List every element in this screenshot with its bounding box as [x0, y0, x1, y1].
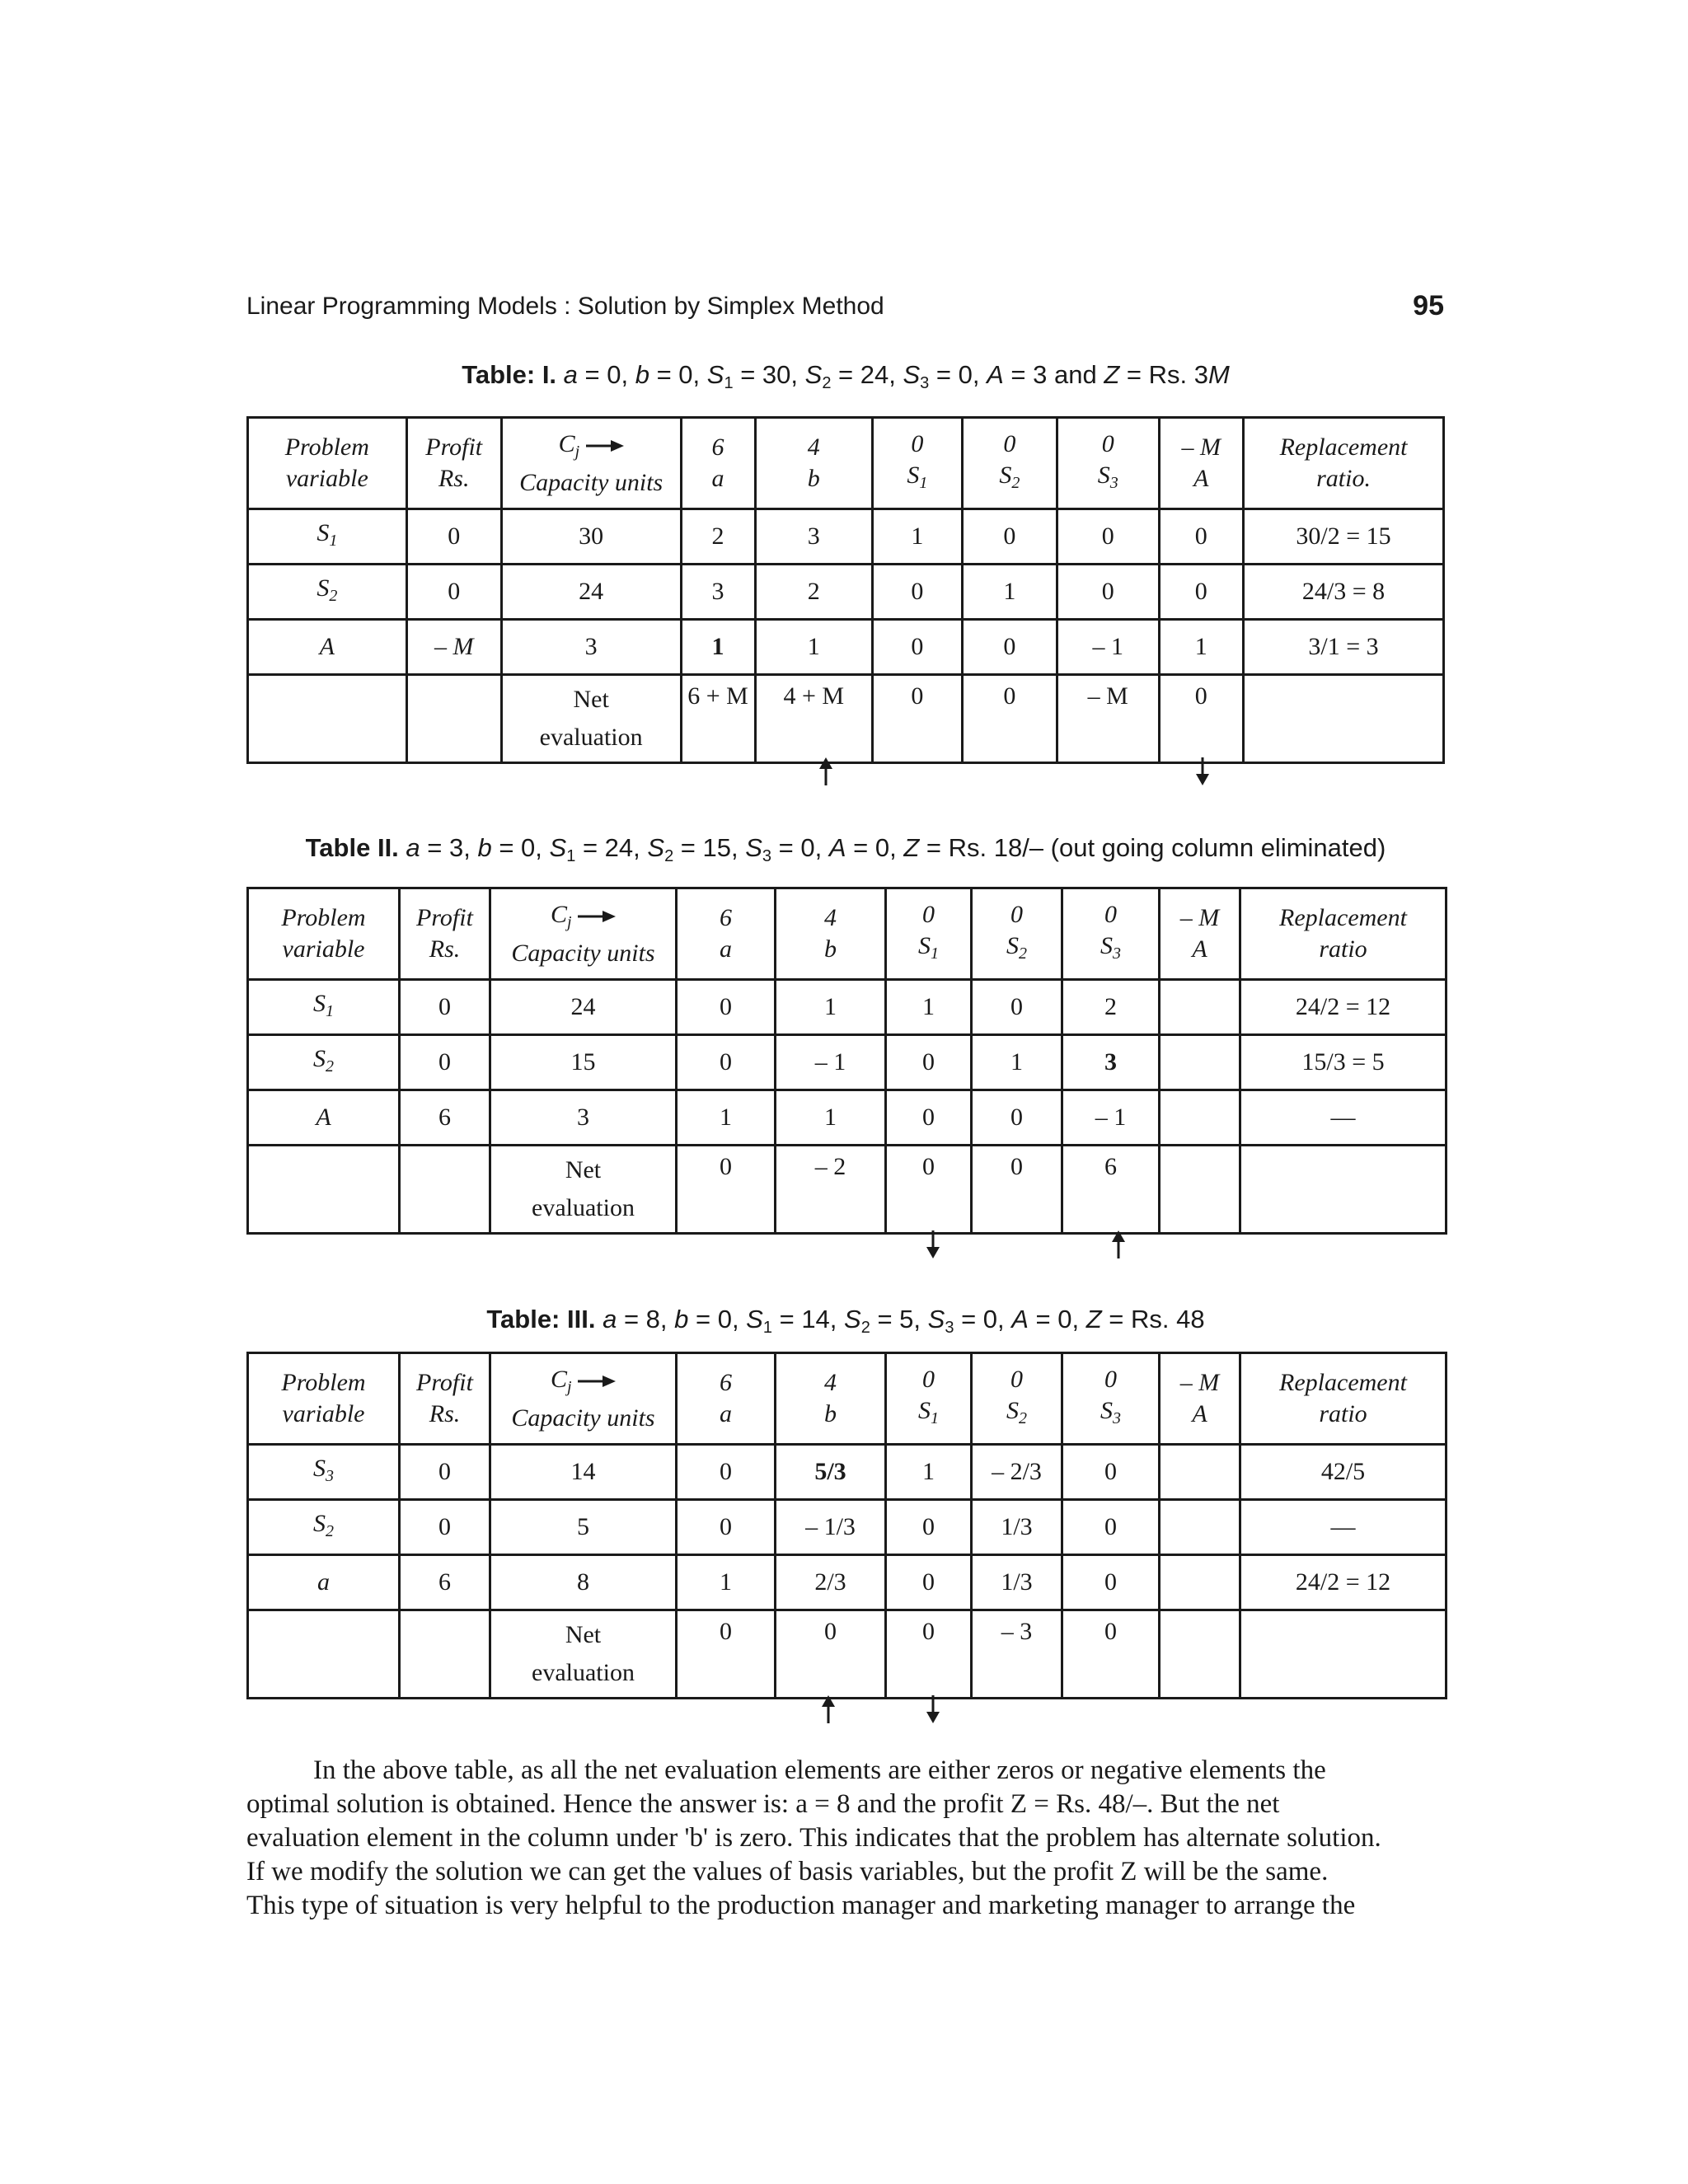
table-cell: 0	[872, 675, 962, 763]
problem-variable-header: Problem variable	[248, 1353, 400, 1445]
table-row	[248, 1090, 1447, 1146]
table-cell: 0	[886, 1035, 972, 1090]
problem-variable-header: Problem variable	[248, 888, 400, 980]
table-cell: 0	[1057, 509, 1159, 565]
table-cell: 5	[490, 1500, 677, 1555]
table-cell: 0	[962, 620, 1057, 675]
table-cell: 0	[677, 1445, 776, 1500]
running-header: Linear Programming Models : Solution by Simplex Method	[246, 293, 884, 320]
table-cell: 0	[677, 1500, 776, 1555]
table-cell	[1160, 1500, 1240, 1555]
table-cell: —	[1240, 1090, 1447, 1146]
table-cell	[1240, 1146, 1447, 1234]
table-cell: 2/3	[776, 1555, 886, 1610]
table-cell	[248, 1610, 400, 1699]
table-cell	[248, 1146, 400, 1234]
table-cell: 2	[755, 565, 872, 620]
table-cell: Net evaluation	[501, 675, 681, 763]
table-cell: 0	[886, 1500, 972, 1555]
table-cell	[406, 675, 501, 763]
table-cell: 1	[872, 509, 962, 565]
table-cell	[1160, 1555, 1240, 1610]
table-cell: 6	[1062, 1146, 1160, 1234]
caption-text: a = 3, b = 0, $S_1 = 24$, $S_2 = 15$, $S_3 = 0$, A = 0, Z = Rs. 18/– (out going column eliminated)	[406, 833, 1386, 865]
table-cell: 6	[400, 1090, 490, 1146]
table-cell	[1160, 1445, 1240, 1500]
table-cell: 0	[872, 620, 962, 675]
table-cell: 0	[400, 1035, 490, 1090]
problem-variable-header: Problem variable	[248, 418, 407, 509]
column-b-header: 4 b	[776, 888, 886, 980]
table-cell: 0	[400, 980, 490, 1035]
table-cell: 42/5	[1240, 1445, 1447, 1500]
table-cell: 0	[1159, 565, 1244, 620]
column-artificial-header: – M A	[1160, 1353, 1240, 1445]
table-cell: $S_1$	[248, 980, 400, 1035]
key-element: 1	[681, 620, 755, 675]
table-cell: 0	[677, 980, 776, 1035]
table-cell: 14	[490, 1445, 677, 1500]
outgoing-column-down-arrow-icon	[925, 1230, 941, 1258]
right-arrow-icon	[578, 1376, 616, 1387]
table-cell: 0	[1062, 1610, 1160, 1699]
column-s1-header: 0 $S_1$	[886, 1353, 972, 1445]
capacity-header: $C_j$ Capacity units	[501, 418, 681, 509]
column-s3-header: 0 $S_3$	[1057, 418, 1159, 509]
table-cell: 6 + M	[681, 675, 755, 763]
table-cell: 0	[776, 1610, 886, 1699]
table-cell: 3	[755, 509, 872, 565]
table-cell: 0	[886, 1090, 972, 1146]
table-cell: A	[248, 620, 407, 675]
column-b-header: 4 b	[776, 1353, 886, 1445]
table-3-caption	[246, 1305, 1445, 1338]
column-s3-header: 0 $S_3$	[1062, 888, 1160, 980]
table-cell: 0	[872, 565, 962, 620]
column-artificial-header: – M A	[1159, 418, 1244, 509]
column-s2-header: 0 $S_2$	[972, 888, 1062, 980]
column-b-header: 4 b	[755, 418, 872, 509]
profit-header: Profit Rs.	[400, 1353, 490, 1445]
caption-text: a = 8, b = 0, $S_1 = 14$, $S_2 = 5$, $S_3 = 0$, A = 0, Z = Rs. 48	[603, 1305, 1205, 1337]
table-cell: 0	[1062, 1555, 1160, 1610]
caption-label: Table II.	[305, 833, 399, 862]
table-cell: 0	[677, 1035, 776, 1090]
page-number: 95	[1413, 290, 1444, 321]
column-a-header: 6 a	[681, 418, 755, 509]
caption-label: Table: III.	[486, 1305, 596, 1333]
table-cell: $S_2$	[248, 565, 407, 620]
table-cell: 1/3	[972, 1500, 1062, 1555]
table-cell: – M	[406, 620, 501, 675]
table-cell: 3	[490, 1090, 677, 1146]
table-cell: $S_1$	[248, 509, 407, 565]
caption-label: Table: I.	[462, 360, 557, 389]
table-cell: Net evaluation	[490, 1146, 677, 1234]
column-s1-header: 0 $S_1$	[886, 888, 972, 980]
table-cell: 24/2 = 12	[1240, 1555, 1447, 1610]
table-cell: 0	[886, 1555, 972, 1610]
table-cell: 6	[400, 1555, 490, 1610]
table-cell	[1160, 1610, 1240, 1699]
profit-header: Profit Rs.	[406, 418, 501, 509]
table-row	[248, 620, 1444, 675]
key-element: 3	[1062, 1035, 1160, 1090]
table-cell: 1	[886, 980, 972, 1035]
table-row	[248, 1035, 1447, 1090]
table-cell: 1	[776, 980, 886, 1035]
table-cell: 8	[490, 1555, 677, 1610]
table-cell: 1	[776, 1090, 886, 1146]
incoming-column-up-arrow-icon	[1110, 1230, 1127, 1258]
table-cell: – 2	[776, 1146, 886, 1234]
table-cell: 0	[400, 1445, 490, 1500]
paragraph-line: If we modify the solution we can get the values of basis variables, but the profit Z will be the same.	[246, 1857, 1329, 1886]
table-cell	[400, 1146, 490, 1234]
table-cell: 1	[677, 1090, 776, 1146]
table-cell	[1244, 675, 1444, 763]
table-cell: – 1/3	[776, 1500, 886, 1555]
table-cell: 0	[962, 509, 1057, 565]
table-cell: – 2/3	[972, 1445, 1062, 1500]
table-row	[248, 980, 1447, 1035]
header-row	[248, 418, 1444, 509]
table-cell: 0	[677, 1610, 776, 1699]
column-a-header: 6 a	[677, 1353, 776, 1445]
paragraph-line: evaluation element in the column under 'b' is zero. This indicates that the problem has alternate solution.	[246, 1823, 1381, 1853]
outgoing-column-down-arrow-icon	[925, 1695, 941, 1723]
column-s2-header: 0 $S_2$	[972, 1353, 1062, 1445]
table-cell: 0	[1062, 1500, 1160, 1555]
table-cell: 1	[886, 1445, 972, 1500]
table-cell: 0	[972, 1090, 1062, 1146]
table-cell	[1160, 1090, 1240, 1146]
table-row	[248, 565, 1444, 620]
paragraph-line: This type of situation is very helpful to the production manager and marketing manager to arrange the	[246, 1891, 1356, 1920]
key-element: 5/3	[776, 1445, 886, 1500]
table-cell: – 1	[1062, 1090, 1160, 1146]
table-cell: – 3	[972, 1610, 1062, 1699]
table-cell: – 1	[1057, 620, 1159, 675]
net-evaluation-row	[248, 1610, 1447, 1699]
table-cell	[1240, 1610, 1447, 1699]
body-paragraph	[246, 1754, 1445, 1923]
table-row	[248, 1445, 1447, 1500]
table-cell: 24/2 = 12	[1240, 980, 1447, 1035]
paragraph-line: optimal solution is obtained. Hence the answer is: a = 8 and the profit Z = Rs. 48/–. But the net	[246, 1789, 1280, 1819]
table-cell: 3/1 = 3	[1244, 620, 1444, 675]
table-cell	[1160, 1146, 1240, 1234]
right-arrow-icon	[578, 911, 616, 922]
table-cell: 0	[677, 1146, 776, 1234]
table-cell: 1	[755, 620, 872, 675]
table-cell: 0	[962, 675, 1057, 763]
replacement-ratio-header: Replacement ratio.	[1244, 418, 1444, 509]
table-cell: 15/3 = 5	[1240, 1035, 1447, 1090]
table-cell: 0	[400, 1500, 490, 1555]
table-cell: 0	[1159, 675, 1244, 763]
table-cell: $S_2$	[248, 1500, 400, 1555]
table-cell: $S_3$	[248, 1445, 400, 1500]
column-s2-header: 0 $S_2$	[962, 418, 1057, 509]
table-cell: 2	[681, 509, 755, 565]
table-cell: 30	[501, 509, 681, 565]
caption-text: a = 0, b = 0, $S_1 = 30$, $S_2 = 24$, $S_3 = 0$, A = 3 and Z = Rs. 3M	[563, 360, 1230, 392]
table-cell: 0	[1062, 1445, 1160, 1500]
table-cell: 15	[490, 1035, 677, 1090]
replacement-ratio-header: Replacement ratio	[1240, 1353, 1447, 1445]
table-cell: – M	[1057, 675, 1159, 763]
column-a-header: 6 a	[677, 888, 776, 980]
simplex-table-3	[246, 1352, 1447, 1699]
table-cell: 0	[406, 509, 501, 565]
table-cell: $S_2$	[248, 1035, 400, 1090]
capacity-header: $C_j$ Capacity units	[490, 1353, 677, 1445]
table-cell: 3	[501, 620, 681, 675]
table-cell	[400, 1610, 490, 1699]
table-row	[248, 1555, 1447, 1610]
table-cell: 0	[1159, 509, 1244, 565]
incoming-column-up-arrow-icon	[818, 757, 834, 785]
table-2-caption	[246, 833, 1445, 866]
paragraph-line: In the above table, as all the net evaluation elements are either zeros or negative elements the	[313, 1755, 1326, 1785]
incoming-column-up-arrow-icon	[820, 1695, 837, 1723]
capacity-header: $C_j$ Capacity units	[490, 888, 677, 980]
table-cell: 0	[886, 1610, 972, 1699]
table-cell: 1	[972, 1035, 1062, 1090]
column-s1-header: 0 $S_1$	[872, 418, 962, 509]
right-arrow-icon	[586, 440, 624, 452]
header-row	[248, 888, 1447, 980]
table-cell: —	[1240, 1500, 1447, 1555]
net-evaluation-row	[248, 675, 1444, 763]
table-cell: – 1	[776, 1035, 886, 1090]
profit-header: Profit Rs.	[400, 888, 490, 980]
outgoing-column-down-arrow-icon	[1194, 757, 1211, 785]
table-cell: 0	[406, 565, 501, 620]
table-cell: Net evaluation	[490, 1610, 677, 1699]
table-cell: 1	[1159, 620, 1244, 675]
column-s3-header: 0 $S_3$	[1062, 1353, 1160, 1445]
table-cell: 0	[972, 980, 1062, 1035]
table-cell: 0	[1057, 565, 1159, 620]
table-cell: 1	[962, 565, 1057, 620]
table-cell: A	[248, 1090, 400, 1146]
column-artificial-header: – M A	[1160, 888, 1240, 980]
simplex-table-2	[246, 887, 1447, 1235]
table-cell: 24	[501, 565, 681, 620]
table-cell: 24	[490, 980, 677, 1035]
table-cell: 1/3	[972, 1555, 1062, 1610]
table-cell	[248, 675, 407, 763]
table-cell: 1	[677, 1555, 776, 1610]
table-cell: 2	[1062, 980, 1160, 1035]
table-cell: a	[248, 1555, 400, 1610]
table-1-caption	[246, 360, 1445, 393]
table-cell	[1160, 1035, 1240, 1090]
table-cell: 0	[886, 1146, 972, 1234]
table-row	[248, 1500, 1447, 1555]
table-row	[248, 509, 1444, 565]
net-evaluation-row	[248, 1146, 1447, 1234]
header-row	[248, 1353, 1447, 1445]
table-cell: 3	[681, 565, 755, 620]
simplex-table-1	[246, 416, 1445, 764]
table-cell: 0	[972, 1146, 1062, 1234]
table-cell: 30/2 = 15	[1244, 509, 1444, 565]
table-cell: 24/3 = 8	[1244, 565, 1444, 620]
table-cell: 4 + M	[755, 675, 872, 763]
replacement-ratio-header: Replacement ratio	[1240, 888, 1447, 980]
table-cell	[1160, 980, 1240, 1035]
